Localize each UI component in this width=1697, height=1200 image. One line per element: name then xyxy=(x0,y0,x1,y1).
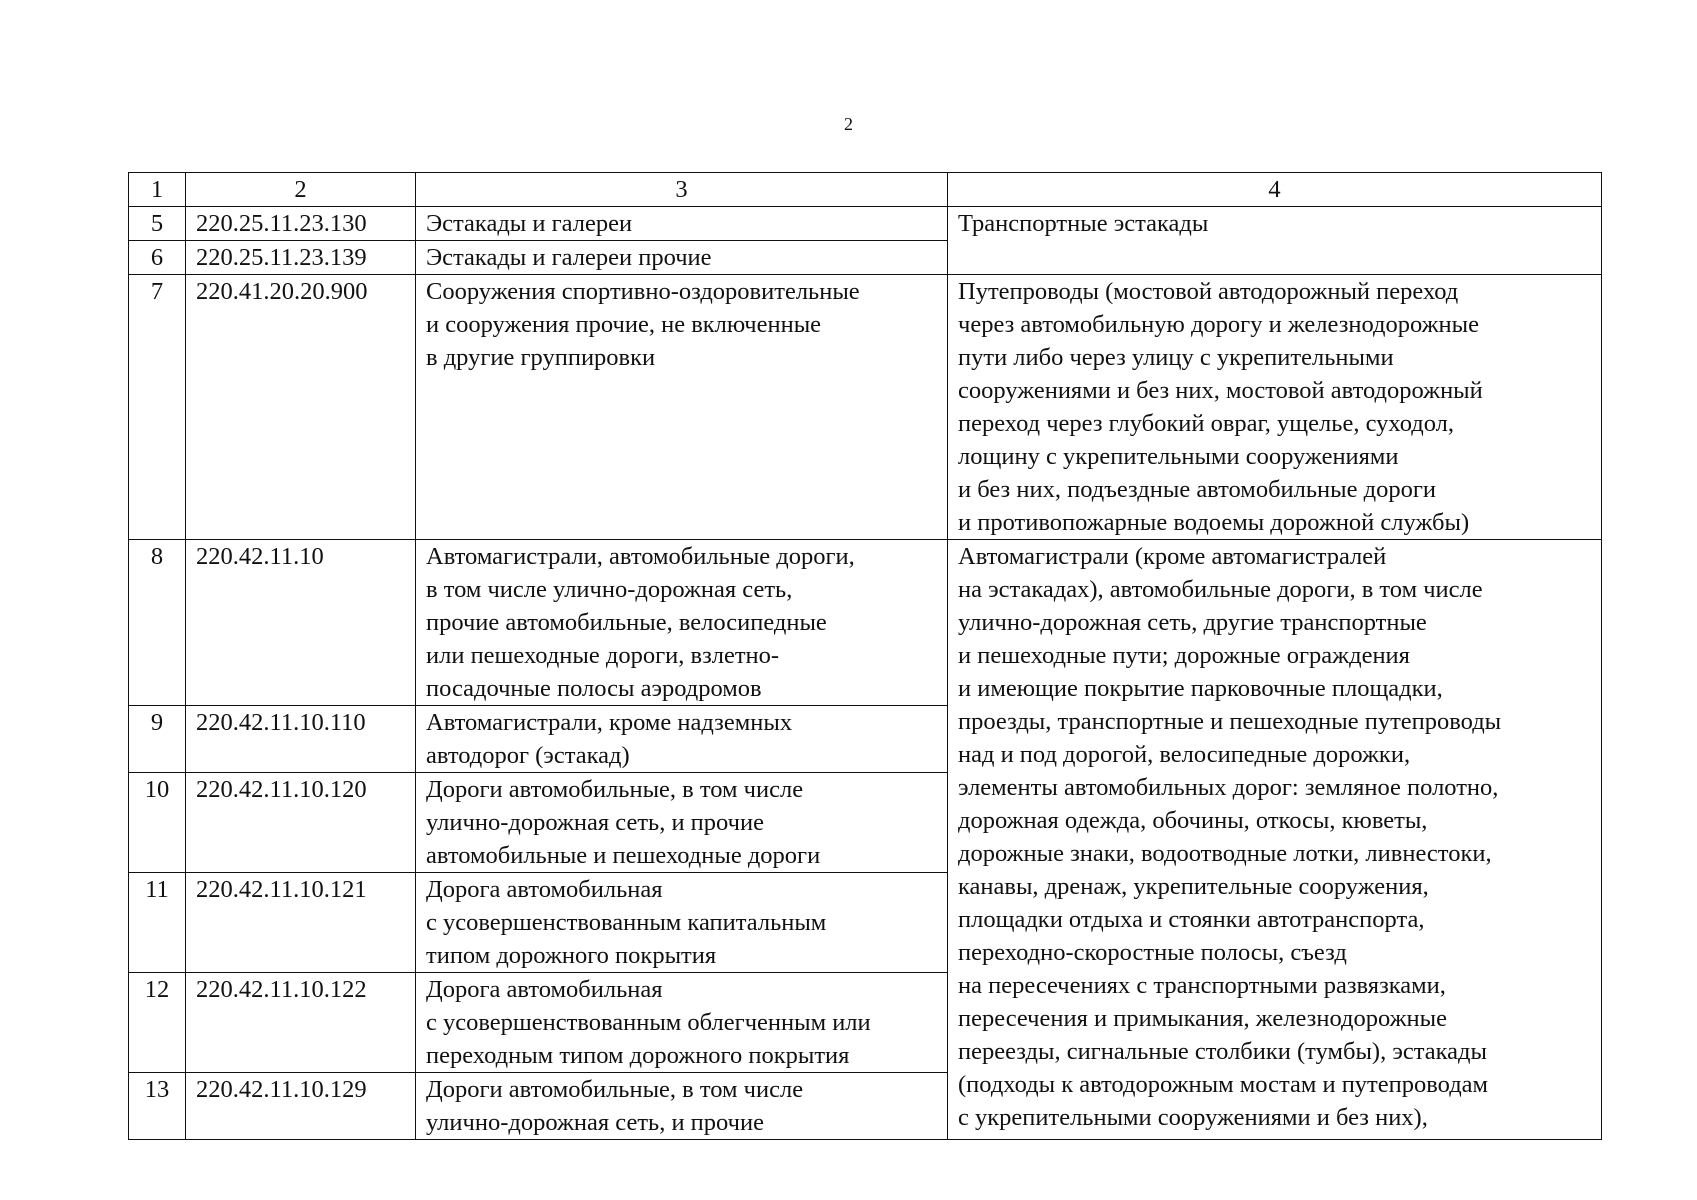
table-row xyxy=(129,207,1602,241)
row-code: 220.42.11.10.122 xyxy=(186,973,416,1073)
row-code: 220.42.11.10 xyxy=(186,540,416,706)
row-name: Дорога автомобильная с усовершенствованным облегченным или переходным типом дорожного покрытия xyxy=(416,973,948,1073)
row-number: 5 xyxy=(129,207,186,241)
row-code: 220.42.11.10.129 xyxy=(186,1073,416,1140)
row-number: 7 xyxy=(129,275,186,540)
row-name: Автомагистрали, кроме надземных автодорог (эстакад) xyxy=(416,706,948,773)
row-code: 220.42.11.10.121 xyxy=(186,873,416,973)
row-code: 220.25.11.23.139 xyxy=(186,241,416,275)
row-number: 11 xyxy=(129,873,186,973)
row-number: 8 xyxy=(129,540,186,706)
table-row xyxy=(129,275,1602,540)
row-name: Эстакады и галереи xyxy=(416,207,948,241)
row-name: Сооружения спортивно-оздоровительные и сооружения прочие, не включенные в другие группировки xyxy=(416,275,948,540)
row-number: 10 xyxy=(129,773,186,873)
row-code: 220.42.11.10.110 xyxy=(186,706,416,773)
header-cell: 3 xyxy=(416,173,948,207)
row-number: 6 xyxy=(129,241,186,275)
row-description: Транспортные эстакады xyxy=(948,207,1602,275)
row-number: 9 xyxy=(129,706,186,773)
row-code: 220.41.20.20.900 xyxy=(186,275,416,540)
header-cell: 1 xyxy=(129,173,186,207)
row-name: Дорога автомобильная с усовершенствованным капитальным типом дорожного покрытия xyxy=(416,873,948,973)
row-name: Дороги автомобильные, в том числе улично-дорожная сеть, и прочие xyxy=(416,1073,948,1140)
header-cell: 4 xyxy=(948,173,1602,207)
table-header-row xyxy=(129,173,1602,207)
row-description: Автомагистрали (кроме автомагистралей на эстакадах), автомобильные дороги, в том числе улично-дорожная сеть, другие транспортные и пешеходные пути; дорожные ограждения и имеющие покрытие парковочные площадки, проезды, транспортные и пешеходные путепроводы над и под дорогой, велосипедные дорожки, элементы автомобильных дорог: земляное полотно, дорожная одежда, обочины, откосы, кюветы, дорожные знаки, водоотводные лотки, ливнестоки, канавы, дренаж, укрепительные сооружения, площадки отдыха и стоянки автотранспорта, переходно-скоростные полосы, съезд на пересечениях с транспортными развязками, пересечения и примыкания, железнодорожные переезды, сигнальные столбики (тумбы), эстакады (подходы к автодорожным мостам и путепроводам с укрепительными сооружениями и без них), xyxy=(948,540,1602,1140)
row-code: 220.25.11.23.130 xyxy=(186,207,416,241)
row-description: Путепроводы (мостовой автодорожный переход через автомобильную дорогу и железнодорожные пути либо через улицу с укрепительными сооружениями и без них, мостовой автодорожный переход через глубокий овраг, ущелье, суходол, лощину с укрепительными сооружениями и без них, подъездные автомобильные дороги и противопожарные водоемы дорожной службы) xyxy=(948,275,1602,540)
table-row xyxy=(129,540,1602,706)
header-cell: 2 xyxy=(186,173,416,207)
row-number: 13 xyxy=(129,1073,186,1140)
row-number: 12 xyxy=(129,973,186,1073)
row-name: Автомагистрали, автомобильные дороги, в том числе улично-дорожная сеть, прочие автомобильные, велосипедные или пешеходные дороги, взлетно- посадочные полосы аэродромов xyxy=(416,540,948,706)
row-code: 220.42.11.10.120 xyxy=(186,773,416,873)
page-number: 2 xyxy=(844,114,853,134)
classification-table xyxy=(128,172,1602,1140)
row-name: Эстакады и галереи прочие xyxy=(416,241,948,275)
row-name: Дороги автомобильные, в том числе улично-дорожная сеть, и прочие автомобильные и пешеходные дороги xyxy=(416,773,948,873)
